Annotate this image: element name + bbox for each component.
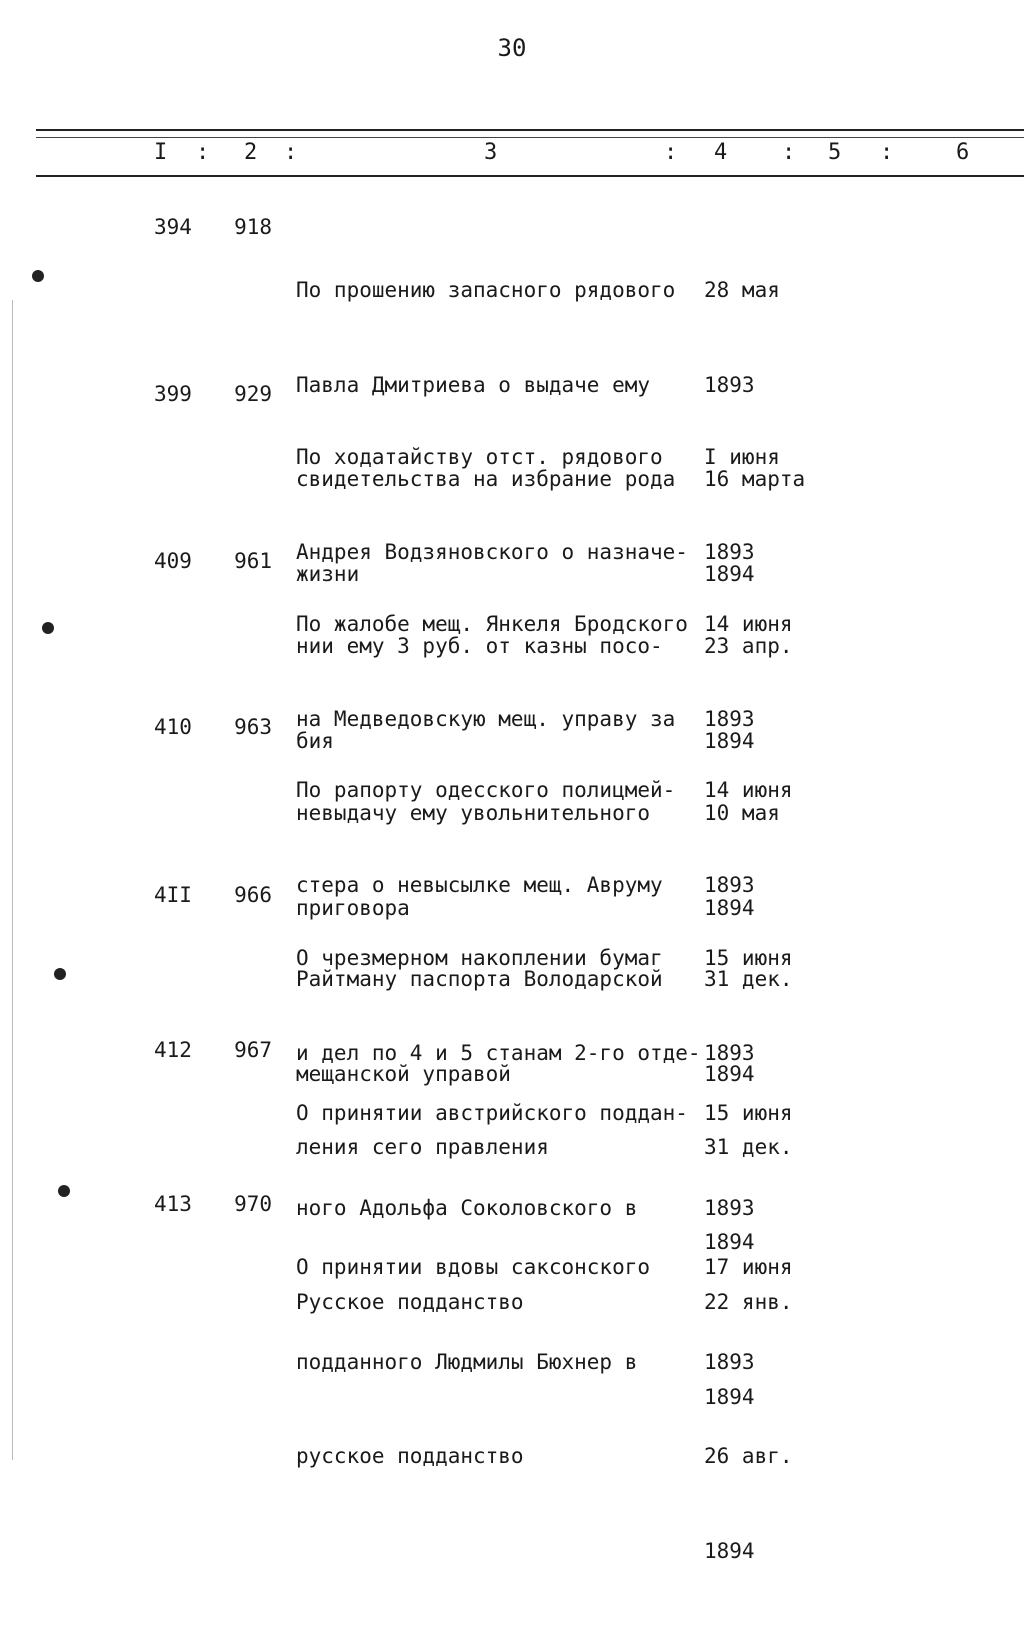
case-title: По рапорту одесского полицмей- стера о невысылке мещ. Авруму Райтману паспорта Володарской мещанской управой: [296, 778, 676, 1086]
row-number: 410: [154, 715, 192, 739]
case-title: По ходатайству отст. рядового Андрея Водзяновского о назначе- нии ему 3 руб. от казны посо- бия: [296, 445, 688, 753]
case-dates: 14 июня 1893 31 дек. 1894: [704, 778, 793, 1086]
header-col-6: 6: [956, 140, 970, 165]
case-dates: 17 июня 1893 26 авг. 1894: [704, 1255, 793, 1563]
margin-line: [12, 300, 13, 1460]
header-sep-5: :: [880, 140, 894, 165]
case-number: 970: [234, 1192, 272, 1216]
page-number: 30: [497, 34, 527, 62]
header-col-5: 5: [828, 140, 842, 165]
header-top-rule-thin: [36, 137, 1024, 138]
case-title: О принятии вдовы саксонского подданного Людмилы Бюхнер в русское подданство: [296, 1255, 651, 1468]
punch-hole-mark: [58, 1185, 70, 1197]
case-title: По жалобе мещ. Янкеля Бродского на Медведовскую мещ. управу за невыдачу ему увольнительного приговора: [296, 612, 688, 920]
header-bottom-rule: [36, 175, 1024, 177]
case-number: 963: [234, 715, 272, 739]
case-dates: 28 мая 1893 16 марта 1894: [704, 278, 806, 586]
case-title: О чрезмерном накоплении бумаг и дел по 4 и 5 станам 2-го отде- ления сего правления: [296, 946, 701, 1159]
case-dates: 14 июня 1893 10 мая 1894: [704, 612, 793, 920]
case-number: 966: [234, 883, 272, 907]
header-sep-2: :: [284, 140, 298, 165]
row-number: 409: [154, 549, 192, 573]
punch-hole-mark: [42, 622, 54, 634]
row-number: 4II: [154, 883, 192, 907]
case-dates: I июня 1893 23 апр. 1894: [704, 445, 793, 753]
case-title: По прошению запасного рядового Павла Дмитриева о выдаче ему свидетельства на избрание рода жизни: [296, 278, 676, 586]
header-col-4: 4: [714, 140, 728, 165]
row-number: 399: [154, 382, 192, 406]
case-number: 929: [234, 382, 272, 406]
header-sep-3: :: [664, 140, 678, 165]
header-col-2: 2: [244, 140, 258, 165]
header-col-3: 3: [484, 140, 498, 165]
row-number: 394: [154, 215, 192, 239]
header-sep-4: :: [782, 140, 796, 165]
punch-hole-mark: [32, 270, 44, 282]
case-dates: 15 июня 1893 22 янв. 1894: [704, 1101, 793, 1409]
case-dates: 15 июня 1893 31 дек. 1894: [704, 946, 793, 1254]
header-sep-1: :: [196, 140, 210, 165]
row-number: 412: [154, 1038, 192, 1062]
case-number: 918: [234, 215, 272, 239]
case-number: 961: [234, 549, 272, 573]
header-top-rule: [36, 129, 1024, 131]
punch-hole-mark: [54, 968, 66, 980]
header-col-1: I: [154, 140, 168, 165]
case-number: 967: [234, 1038, 272, 1062]
case-title: О принятии австрийского поддан- ного Адольфа Соколовского в Русское подданство: [296, 1101, 688, 1314]
row-number: 413: [154, 1192, 192, 1216]
